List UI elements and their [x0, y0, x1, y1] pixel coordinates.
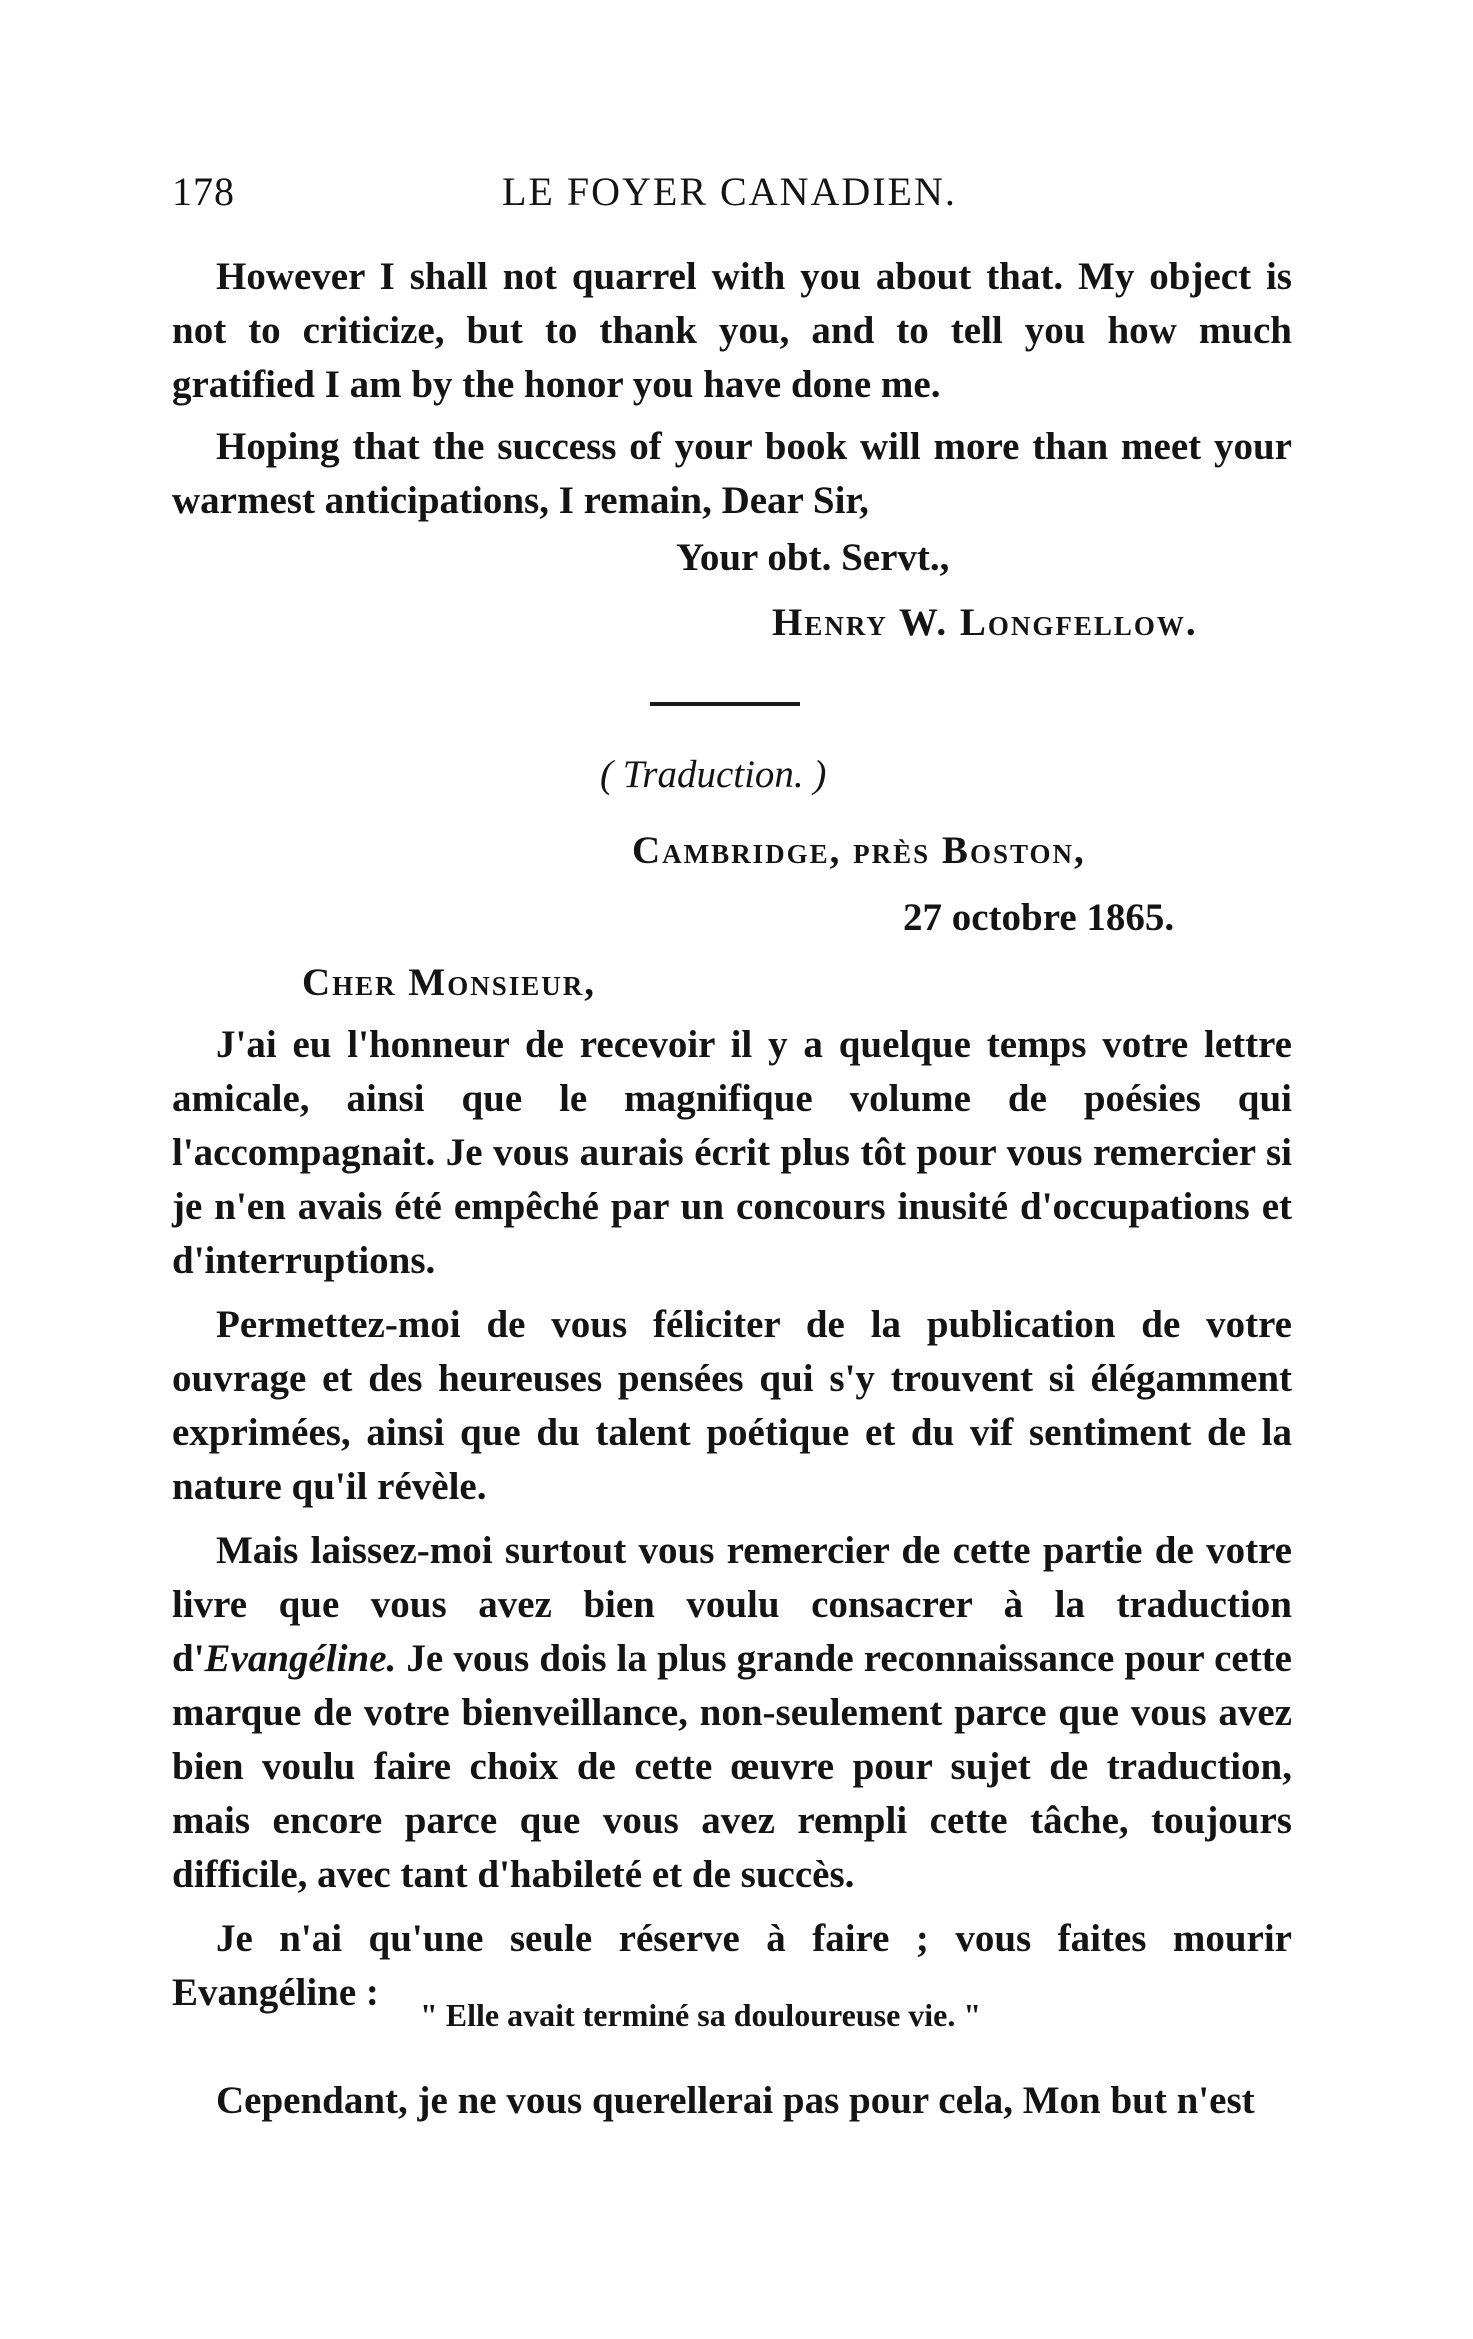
quoted-verse: " Elle avait terminé sa douloureuse vie. " [420, 1997, 982, 2033]
translation-heading: ( Traduction. ) [600, 753, 827, 796]
signature: Henry W. Longfellow. [772, 601, 1198, 644]
salutation: Cher Monsieur, [302, 961, 597, 1004]
running-header [172, 168, 1292, 212]
english-paragraph-2: Hoping that the success of your book will more than meet your warmest anticipations, I remain, Dear Sir, [172, 425, 1292, 522]
page-number: 178 [172, 169, 235, 214]
french-paragraph-5: Cependant, je ne vous querellerai pas pour cela, Mon but n'est [216, 2079, 1255, 2122]
letter-place: Cambridge, près Boston, [632, 829, 1086, 872]
french-letter-continuation [172, 2074, 1292, 2128]
french-paragraph-1: J'ai eu l'honneur de recevoir il y a quelque temps votre lettre amicale, ainsi que le magnifique volume de poésies qui l'accompagnait. Je vous aurais écrit plus tôt pour vous remercier si je n'en avais été empêché par un concours inusité d'occupations et d'interruptions. [172, 1023, 1292, 1282]
closing-line: Your obt. Servt., [676, 536, 950, 579]
french-paragraph-3: Mais laissez-moi surtout vous remercier de cette partie de votre livre que vous avez bien voulu consacrer à la traduction d'Evangéline. Je vous dois la plus grande reconnaissance pour cette marque de votre bienveillance, non-seulement parce que vous avez bien voulu faire choix de cette œuvre pour sujet de traduction, mais encore parce que vous avez rempli cette tâche, toujours difficile, avec tant d'habileté et de succès. [172, 1529, 1292, 1896]
english-paragraph-1: However I shall not quarrel with you about that. My object is not to criticize, but to thank you, and to tell you how much gratified I am by the honor you have done me. [172, 255, 1292, 406]
letter-date: 27 octobre 1865. [903, 896, 1175, 939]
separator-rule [650, 702, 800, 706]
english-letter-body [172, 250, 1292, 528]
french-paragraph-2: Permettez-moi de vous féliciter de la publication de votre ouvrage et des heureuses pensées qui s'y trouvent si élégamment exprimées, ainsi que du talent poétique et du vif sentiment de la nature qu'il révèle. [172, 1303, 1292, 1508]
running-title: LE FOYER CANADIEN. [502, 169, 957, 214]
french-letter-body [172, 1018, 1292, 2020]
french-paragraph-4: Je n'ai qu'une seule réserve à faire ; vous faites mourir Evangéline : [172, 1917, 1292, 2014]
